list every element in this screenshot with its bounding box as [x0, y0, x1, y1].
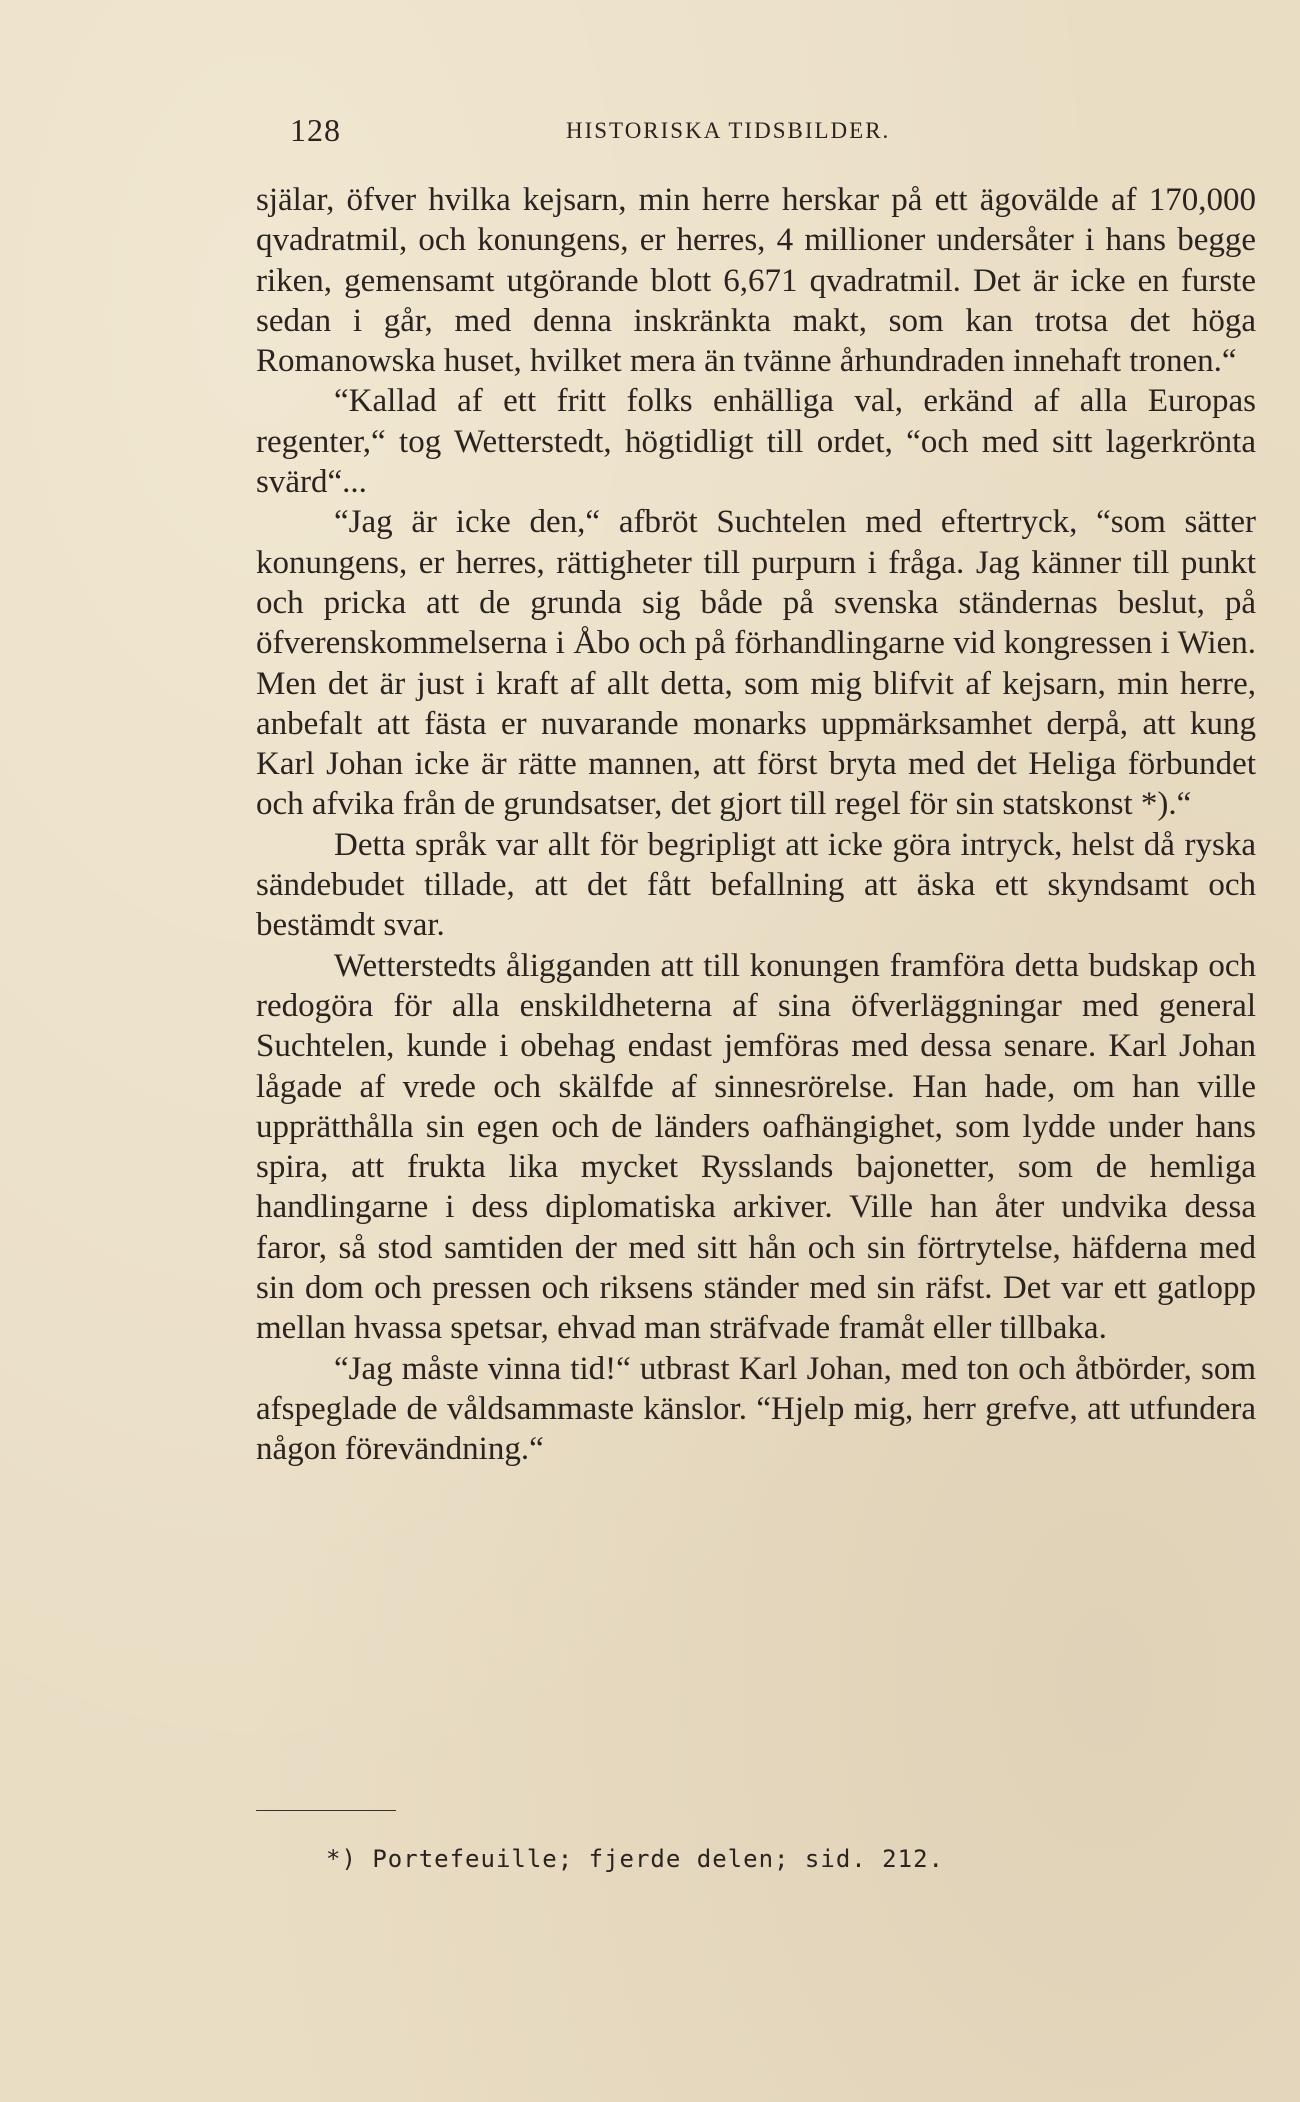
paragraph: “Kallad af ett fritt folks enhälliga val, erkänd af alla Europas regenter,“ tog Wetterstedt, högtidligt till ordet, “och med sitt lagerkrönta svärd“...: [256, 383, 1256, 501]
page-number: 128: [290, 112, 341, 148]
running-title: HISTORISKA TIDSBILDER.: [566, 118, 891, 143]
paragraph: själar, öfver hvilka kejsarn, min herre herskar på ett ägovälde af 170,000 qvadratmil, och konungens, er herres, 4 millioner undersåter i hans begge riken, gemensamt utgörande blott 6,671 qvadratmil. Det är icke en furste sedan i går, med denna inskränkta makt, som kan trotsa det höga Romanowska huset, hvilket mera än tvänne århundraden innehaft tronen.“: [256, 182, 1256, 380]
running-head: [256, 112, 1256, 152]
body-text: [256, 180, 1256, 1470]
paragraph: Wetterstedts åligganden att till konungen framföra detta budskap och redogöra för alla enskildheterna af sina öfverläggningar med general Suchtelen, kunde i obehag endast jemföras med dessa senare. Karl Johan lågade af vrede och skälfde af sinnesrörelse. Han hade, om han ville upprätthålla sin egen och de länders oafhängighet, som lydde under hans spira, att frukta lika mycket Rysslands bajonetter, som de hemliga handlingarne i dess diplomatiska arkiver. Ville han åter undvika dessa faror, så stod samtiden der med sitt hån och sin förtrytelse, häfderna med sin dom och pressen och riksens ständer med sin räfst. Det var ett gatlopp mellan hvassa spetsar, ehvad man sträfvade framåt eller tillbaka.: [256, 947, 1256, 1347]
paragraph: “Jag måste vinna tid!“ utbrast Karl Johan, med ton och åtbörder, som afspeglade de våldsammaste känslor. “Hjelp mig, herr grefve, att utfundera någon förevändning.“: [256, 1350, 1256, 1468]
paragraph: Detta språk var allt för begripligt att icke göra intryck, helst då ryska sändebudet tillade, att det fått befallning att äska ett skyndsamt och bestämdt svar.: [256, 826, 1256, 944]
footnote-rule: [256, 1810, 396, 1811]
footnote: *) Portefeuille; fjerde delen; sid. 212.: [326, 1845, 944, 1873]
paragraph: “Jag är icke den,“ afbröt Suchtelen med eftertryck, “som sätter konungens, er herres, rättigheter till purpurn i fråga. Jag känner till punkt och pricka att de grunda sig både på svenska ständernas beslut, på öfverenskommelserna i Åbo och på förhandlingarne vid kongressen i Wien. Men det är just i kraft af allt detta, som mig blifvit af kejsarn, min herre, anbefalt att fästa er nuvarande monarks uppmärksamhet derpå, att kung Karl Johan icke är rätte mannen, att först bryta med det Heliga förbundet och afvika från de grundsatser, det gjort till regel för sin statskonst *).“: [256, 504, 1256, 823]
